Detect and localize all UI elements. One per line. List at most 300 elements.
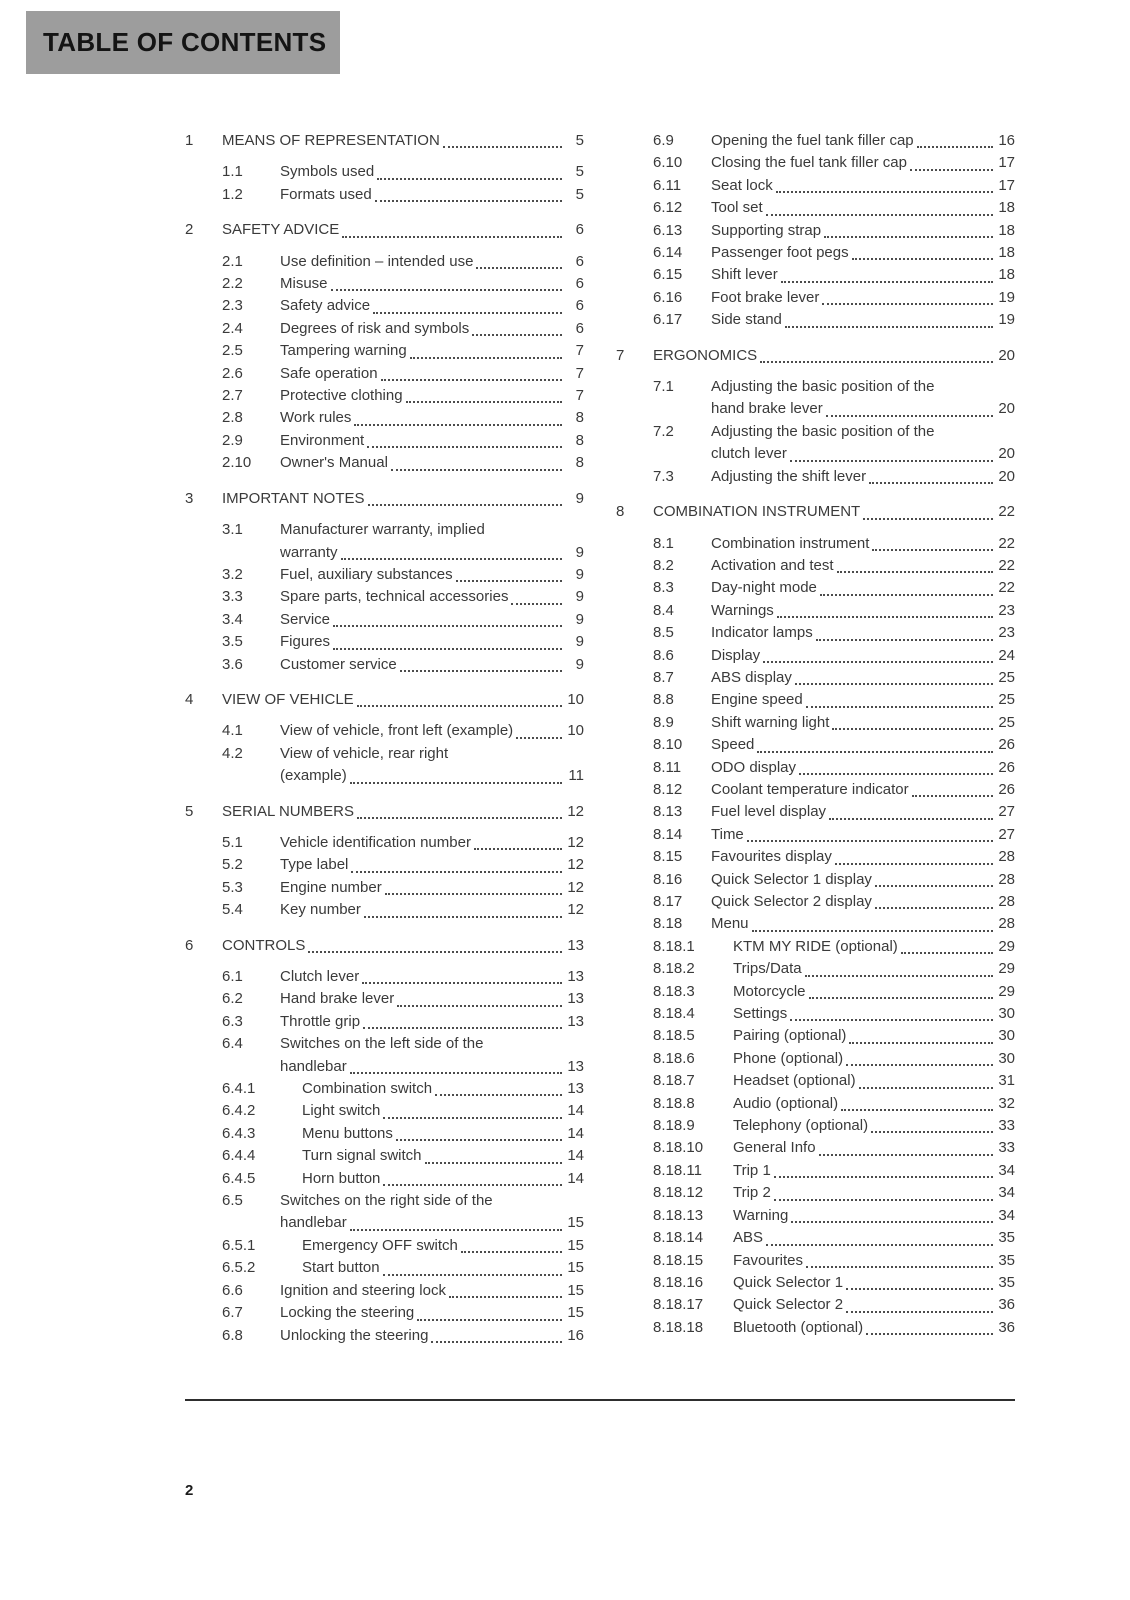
dot-leader [350, 1072, 562, 1074]
toc-entry-page: 7 [575, 387, 584, 405]
toc-entry-8-18-2[interactable] [616, 958, 1015, 980]
toc-entry-title: Horn button [302, 1169, 381, 1187]
toc-entry-title: Vehicle identification number [280, 833, 471, 851]
toc-entry-6-6[interactable] [185, 1280, 584, 1302]
toc-entry-number: 8.18.10 [653, 1139, 704, 1157]
toc-entry-number: 8.18.9 [653, 1117, 695, 1135]
toc-entry-content [711, 689, 1015, 711]
dot-leader [846, 1311, 993, 1313]
toc-entry-3[interactable] [185, 488, 584, 510]
toc-entry-number: 8.5 [653, 624, 674, 642]
toc-entry-lastline [711, 466, 1015, 488]
toc-entry-page: 28 [998, 893, 1015, 910]
dot-leader [461, 1251, 562, 1253]
toc-entry-page: 15 [567, 1281, 584, 1299]
toc-entry-5-4[interactable] [185, 899, 584, 921]
toc-entry-content [280, 1325, 584, 1347]
toc-entry-4[interactable] [185, 689, 584, 711]
toc-entry-page: 29 [998, 982, 1015, 1000]
toc-entry-3-2[interactable] [185, 564, 584, 586]
dot-leader [910, 169, 993, 171]
toc-entry-page: 35 [998, 1273, 1015, 1291]
toc-entry-title: CONTROLS [222, 936, 306, 954]
dot-leader [333, 625, 562, 627]
toc-entry-content [733, 1137, 1015, 1159]
dot-leader [476, 267, 562, 269]
toc-entry-content [733, 958, 1015, 980]
dot-leader [449, 1296, 562, 1298]
toc-entry-content [280, 407, 584, 429]
toc-entry-4-2[interactable] [185, 743, 584, 788]
toc-entry-title: COMBINATION INSTRUMENT [653, 503, 861, 521]
toc-entry-title: Shift lever [711, 266, 778, 284]
toc-entry-8-18-15[interactable] [616, 1250, 1015, 1272]
toc-entry-8-18-11[interactable] [616, 1160, 1015, 1182]
toc-entry-lastline [302, 1168, 584, 1190]
toc-entry-lastline [733, 1048, 1015, 1070]
toc-entry-title: Quick Selector 1 display [711, 870, 872, 888]
toc-entry-6-14[interactable] [616, 242, 1015, 264]
toc-entry-content [280, 385, 584, 407]
toc-entry-title: SAFETY ADVICE [222, 221, 340, 239]
dot-leader [763, 661, 993, 663]
toc-entry-3-3[interactable] [185, 586, 584, 608]
toc-entry-content [222, 130, 584, 152]
toc-entry-title: Opening the fuel tank filler cap [711, 132, 914, 149]
toc-entry-6-7[interactable] [185, 1302, 584, 1324]
toc-entry-7-2[interactable] [616, 421, 1015, 466]
dot-leader [410, 357, 562, 359]
toc-entry-lastline [280, 877, 584, 899]
toc-entry-number: 2.9 [222, 431, 243, 449]
toc-entry-2-5[interactable] [185, 340, 584, 362]
dot-leader [357, 817, 562, 819]
toc-entry-lastline [280, 251, 584, 273]
toc-entry-lastline [280, 1302, 584, 1324]
toc-entry-page: 16 [998, 132, 1015, 149]
toc-entry-number: 8.1 [653, 534, 674, 552]
toc-entry-6-4[interactable] [185, 1033, 584, 1078]
dot-leader [357, 705, 562, 707]
toc-entry-page: 14 [567, 1147, 584, 1165]
toc-entry-page: 7 [575, 364, 584, 382]
toc-entry-lastline [280, 988, 584, 1010]
toc-entry-title: Pairing (optional) [733, 1027, 847, 1045]
toc-entry-2-10[interactable] [185, 452, 584, 474]
toc-entry-8-10[interactable] [616, 734, 1015, 756]
toc-entry-page: 23 [998, 601, 1015, 619]
dot-leader [846, 1064, 993, 1066]
toc-entry-8-14[interactable] [616, 824, 1015, 846]
toc-entry-number: 5.4 [222, 901, 243, 919]
toc-entry-6[interactable] [185, 935, 584, 957]
dot-leader [331, 289, 562, 291]
toc-entry-title: Bluetooth (optional) [733, 1318, 864, 1336]
toc-entry-7-1[interactable] [616, 376, 1015, 421]
toc-entry-title: Favourites [733, 1251, 804, 1269]
toc-entry-page: 6 [575, 252, 584, 270]
toc-entry-6-17[interactable] [616, 309, 1015, 331]
toc-entry-8-18-6[interactable] [616, 1048, 1015, 1070]
toc-entry-page: 9 [575, 543, 584, 561]
toc-entry-lastline [711, 622, 1015, 644]
toc-entry-8-18-14[interactable] [616, 1227, 1015, 1249]
toc-entry-6-16[interactable] [616, 287, 1015, 309]
toc-entry-3-6[interactable] [185, 654, 584, 676]
toc-entry-content [711, 421, 1015, 466]
toc-entry-page: 6 [575, 297, 584, 315]
toc-entry-number: 8.6 [653, 646, 674, 664]
toc-entry-content [733, 1048, 1015, 1070]
toc-entry-8-18-12[interactable] [616, 1182, 1015, 1204]
toc-entry-lastline [711, 555, 1015, 577]
toc-entry-title: Emergency OFF switch [302, 1236, 458, 1254]
toc-entry-number: 6.4.3 [222, 1124, 256, 1142]
toc-entry-number: 8.18.15 [653, 1251, 704, 1269]
toc-entry-content [222, 219, 584, 241]
toc-entry-number: 3.1 [222, 521, 243, 539]
toc-entry-lastline [711, 913, 1015, 935]
toc-entry-title: clutch lever [711, 445, 787, 463]
toc-entry-number: 8.16 [653, 870, 683, 888]
dot-leader [869, 482, 993, 484]
toc-entry-number: 6.4.4 [222, 1147, 256, 1165]
toc-entry-title: Telephony (optional) [733, 1117, 869, 1135]
toc-entry-1[interactable] [185, 130, 584, 152]
toc-entry-8-18-1[interactable] [616, 936, 1015, 958]
toc-entry-lastline [222, 219, 584, 241]
toc-entry-8-18-10[interactable] [616, 1137, 1015, 1159]
toc-entry-title: Passenger foot pegs [711, 244, 849, 262]
toc-entry-title: Audio (optional) [733, 1094, 839, 1112]
dot-leader [835, 863, 993, 865]
dot-leader [363, 1027, 562, 1029]
toc-entry-lastline [280, 586, 584, 608]
toc-entry-number: 8.18.12 [653, 1184, 704, 1202]
toc-entry-title: ERGONOMICS [653, 346, 758, 364]
toc-entry-number: 2 [185, 221, 194, 239]
toc-entry-8-18[interactable] [616, 913, 1015, 935]
toc-entry-8-18-5[interactable] [616, 1025, 1015, 1047]
toc-entry-lastline [711, 398, 1015, 420]
toc-entry-8-15[interactable] [616, 846, 1015, 868]
toc-entry-lastline [711, 220, 1015, 242]
dot-leader [912, 795, 993, 797]
toc-entry-6-13[interactable] [616, 220, 1015, 242]
dot-leader [354, 424, 562, 426]
toc-entry-title: Ignition and steering lock [280, 1281, 446, 1299]
toc-entry-6-11[interactable] [616, 175, 1015, 197]
toc-entry-6-2[interactable] [185, 988, 584, 1010]
toc-entry-6-3[interactable] [185, 1011, 584, 1033]
toc-entry-lastline [733, 1160, 1015, 1182]
toc-entry-8-1[interactable] [616, 533, 1015, 555]
toc-entry-title: Key number [280, 901, 361, 919]
toc-entry-8-18-7[interactable] [616, 1070, 1015, 1092]
toc-entry-title: Settings [733, 1005, 788, 1023]
toc-entry-number: 6.15 [653, 266, 683, 284]
dot-leader [791, 1221, 993, 1223]
toc-entry-8-16[interactable] [616, 869, 1015, 891]
toc-entry-lastline [711, 309, 1015, 331]
toc-entry-content [711, 242, 1015, 264]
toc-entry-number: 8.18.16 [653, 1273, 704, 1291]
toc-entry-lastline [280, 161, 584, 183]
dot-leader [757, 751, 993, 753]
toc-entry-lastline [302, 1078, 584, 1100]
toc-entry-6-4-4[interactable] [185, 1145, 584, 1167]
dot-leader [777, 616, 993, 618]
toc-entry-2-3[interactable] [185, 295, 584, 317]
dot-leader [383, 1274, 562, 1276]
toc-entry-8-5[interactable] [616, 622, 1015, 644]
toc-entry-content [280, 161, 584, 183]
toc-entry-title: Quick Selector 1 [733, 1273, 844, 1291]
toc-entry-content [711, 645, 1015, 667]
toc-entry-content [733, 1272, 1015, 1294]
toc-entry-page: 32 [998, 1094, 1015, 1112]
toc-entry-lastline [280, 184, 584, 206]
toc-entry-6-5-1[interactable] [185, 1235, 584, 1257]
toc-entry-8-7[interactable] [616, 667, 1015, 689]
toc-entry-8-3[interactable] [616, 577, 1015, 599]
dot-leader [846, 1288, 993, 1290]
toc-entry-5[interactable] [185, 801, 584, 823]
toc-entry-number: 6.4.1 [222, 1080, 256, 1098]
toc-entry-8-18-13[interactable] [616, 1205, 1015, 1227]
toc-entry-content [711, 466, 1015, 488]
toc-entry-lastline [711, 689, 1015, 711]
page-header [26, 11, 340, 74]
toc-entry-2-4[interactable] [185, 318, 584, 340]
toc-entry-4-1[interactable] [185, 720, 584, 742]
toc-entry-lastline [711, 779, 1015, 801]
dot-leader [752, 930, 993, 932]
toc-entry-title: handlebar [280, 1057, 347, 1075]
dot-leader [443, 146, 562, 148]
toc-column-right [616, 130, 1015, 1347]
dot-leader [391, 469, 562, 471]
toc-entry-8-18-4[interactable] [616, 1003, 1015, 1025]
dot-leader [917, 146, 993, 148]
toc-entry-8-8[interactable] [616, 689, 1015, 711]
toc-entry-8-2[interactable] [616, 555, 1015, 577]
toc-entry-2-6[interactable] [185, 363, 584, 385]
toc-entry-page: 7 [575, 342, 584, 360]
dot-leader [516, 737, 562, 739]
toc-entry-2-7[interactable] [185, 385, 584, 407]
toc-entry-6-4-3[interactable] [185, 1123, 584, 1145]
dot-leader [875, 907, 993, 909]
toc-entry-7-3[interactable] [616, 466, 1015, 488]
dot-leader [367, 446, 562, 448]
toc-entry-number: 6.16 [653, 288, 683, 306]
toc-entry-number: 8.14 [653, 825, 683, 843]
toc-entry-8-18-16[interactable] [616, 1272, 1015, 1294]
toc-entry-6-10[interactable] [616, 152, 1015, 174]
toc-entry-number: 8.18 [653, 915, 683, 933]
toc-entry-page: 20 [998, 400, 1015, 418]
toc-entry-page: 26 [998, 736, 1015, 754]
toc-entry-8-18-17[interactable] [616, 1294, 1015, 1316]
toc-entry-page: 35 [998, 1251, 1015, 1269]
toc-entry-1-2[interactable] [185, 184, 584, 206]
toc-entry-page: 14 [567, 1102, 584, 1120]
dot-leader [362, 982, 562, 984]
toc-entry-title: ABS display [711, 668, 792, 686]
toc-entry-5-3[interactable] [185, 877, 584, 899]
toc-entry-3-5[interactable] [185, 631, 584, 653]
toc-entry-6-5[interactable] [185, 1190, 584, 1235]
toc-entry-6-4-1[interactable] [185, 1078, 584, 1100]
toc-entry-content [280, 1011, 584, 1033]
toc-entry-2-8[interactable] [185, 407, 584, 429]
toc-entry-title: ODO display [711, 758, 797, 776]
toc-entry-2-2[interactable] [185, 273, 584, 295]
toc-entry-6-4-5[interactable] [185, 1168, 584, 1190]
page-title: TABLE OF CONTENTS [43, 27, 327, 57]
dot-leader [350, 782, 562, 784]
toc-entry-number: 6.17 [653, 311, 683, 329]
toc-entry-number: 4 [185, 690, 194, 708]
toc-entry-content [711, 555, 1015, 577]
toc-entry-content [733, 1003, 1015, 1025]
toc-entry-number: 6.11 [653, 176, 682, 194]
toc-entry-title: KTM MY RIDE (optional) [733, 937, 898, 955]
dot-leader [820, 594, 993, 596]
toc-entry-8-6[interactable] [616, 645, 1015, 667]
toc-entry-3-1[interactable] [185, 519, 584, 564]
toc-entry-lastline [280, 542, 584, 564]
toc-entry-page: 22 [998, 579, 1015, 597]
toc-entry-page: 5 [575, 185, 584, 203]
toc-entry-lastline [280, 385, 584, 407]
toc-entry-6-4-2[interactable] [185, 1100, 584, 1122]
toc-entry-lastline [280, 1212, 584, 1234]
toc-entry-title: Symbols used [280, 163, 375, 181]
toc-entry-1-1[interactable] [185, 161, 584, 183]
toc-entry-6-5-2[interactable] [185, 1257, 584, 1279]
toc-entry-2[interactable] [185, 219, 584, 241]
toc-entry-8-18-9[interactable] [616, 1115, 1015, 1137]
toc-entry-lastline [733, 958, 1015, 980]
toc-entry-5-1[interactable] [185, 832, 584, 854]
toc-entry-8-18-8[interactable] [616, 1093, 1015, 1115]
toc-entry-title: Engine number [280, 878, 382, 896]
toc-entry-page: 14 [567, 1169, 584, 1187]
toc-entry-6-8[interactable] [185, 1325, 584, 1347]
toc-entry-2-1[interactable] [185, 251, 584, 273]
toc-entry-8-9[interactable] [616, 712, 1015, 734]
toc-entry-7[interactable] [616, 345, 1015, 367]
toc-entry-6-9[interactable] [616, 130, 1015, 152]
toc-entry-title: (example) [280, 767, 347, 785]
toc-entry-6-15[interactable] [616, 264, 1015, 286]
toc-entry-title: Display [711, 646, 761, 664]
toc-entry-title: Seat lock [711, 176, 773, 194]
toc-entry-title: SERIAL NUMBERS [222, 802, 354, 820]
toc-entry-content [711, 757, 1015, 779]
toc-entry-lastline [711, 242, 1015, 264]
toc-entry-8-18-18[interactable] [616, 1317, 1015, 1339]
toc-entry-title: Favourites display [711, 848, 832, 866]
toc-entry-title: Indicator lamps [711, 624, 813, 642]
toc-entry-number: 6.1 [222, 968, 243, 985]
dot-leader [383, 1184, 562, 1186]
toc-entry-page: 25 [998, 691, 1015, 709]
toc-entry-8[interactable] [616, 501, 1015, 523]
dot-leader [816, 639, 993, 641]
toc-entry-lastline [733, 1025, 1015, 1047]
toc-entry-page: 30 [998, 1049, 1015, 1067]
toc-entry-title: Adjusting the shift lever [711, 467, 867, 485]
toc-entry-8-17[interactable] [616, 891, 1015, 913]
toc-entry-6-1[interactable] [185, 966, 584, 988]
toc-entry-lastline [711, 600, 1015, 622]
toc-entry-lastline [733, 1093, 1015, 1115]
toc-entry-content [711, 264, 1015, 286]
toc-entry-number: 8.18.3 [653, 982, 695, 1000]
toc-entry-2-9[interactable] [185, 430, 584, 452]
dot-leader [829, 818, 993, 820]
dot-leader [760, 361, 993, 363]
toc-entry-8-11[interactable] [616, 757, 1015, 779]
toc-entry-number: 8.18.11 [653, 1161, 702, 1179]
toc-entry-title: Side stand [711, 311, 782, 329]
toc-entry-lastline [711, 757, 1015, 779]
dot-leader [901, 952, 993, 954]
toc-entry-title: Use definition – intended use [280, 252, 474, 270]
dot-leader [766, 1244, 993, 1246]
toc-entry-number: 6.12 [653, 199, 683, 217]
toc-entry-title: Shift warning light [711, 713, 830, 731]
dot-leader [819, 1154, 993, 1156]
toc-entry-page: 30 [998, 1005, 1015, 1023]
toc-entry-8-18-3[interactable] [616, 981, 1015, 1003]
toc-entry-number: 6.8 [222, 1326, 243, 1344]
toc-entry-number: 5.3 [222, 878, 243, 896]
toc-entry-6-12[interactable] [616, 197, 1015, 219]
dot-leader [474, 848, 562, 850]
dot-leader [341, 558, 562, 560]
toc-entry-title: Headset (optional) [733, 1072, 856, 1090]
toc-entry-page: 8 [575, 454, 584, 472]
toc-entry-8-4[interactable] [616, 600, 1015, 622]
toc-entry-8-13[interactable] [616, 801, 1015, 823]
toc-entry-lastline [280, 966, 584, 988]
toc-entry-lastline [280, 340, 584, 362]
toc-entry-page: 35 [998, 1229, 1015, 1247]
toc-entry-content [653, 501, 1015, 523]
toc-entry-lastline [280, 295, 584, 317]
toc-entry-title: Figures [280, 633, 331, 651]
toc-entry-content [711, 309, 1015, 331]
dot-leader [859, 1087, 993, 1089]
toc-entry-title: Trip 1 [733, 1161, 771, 1179]
dot-leader [871, 1131, 993, 1133]
toc-entry-number: 8.11 [653, 758, 682, 776]
toc-entry-title: Quick Selector 2 display [711, 893, 872, 910]
toc-entry-lastline [280, 318, 584, 340]
toc-entry-content [280, 1280, 584, 1302]
toc-entry-number: 3.2 [222, 565, 243, 583]
toc-entry-8-12[interactable] [616, 779, 1015, 801]
toc-entry-5-2[interactable] [185, 854, 584, 876]
toc-entry-number: 4.2 [222, 744, 243, 762]
toc-entry-number: 8.18.14 [653, 1229, 704, 1247]
toc-entry-3-4[interactable] [185, 609, 584, 631]
dot-leader [806, 1266, 993, 1268]
